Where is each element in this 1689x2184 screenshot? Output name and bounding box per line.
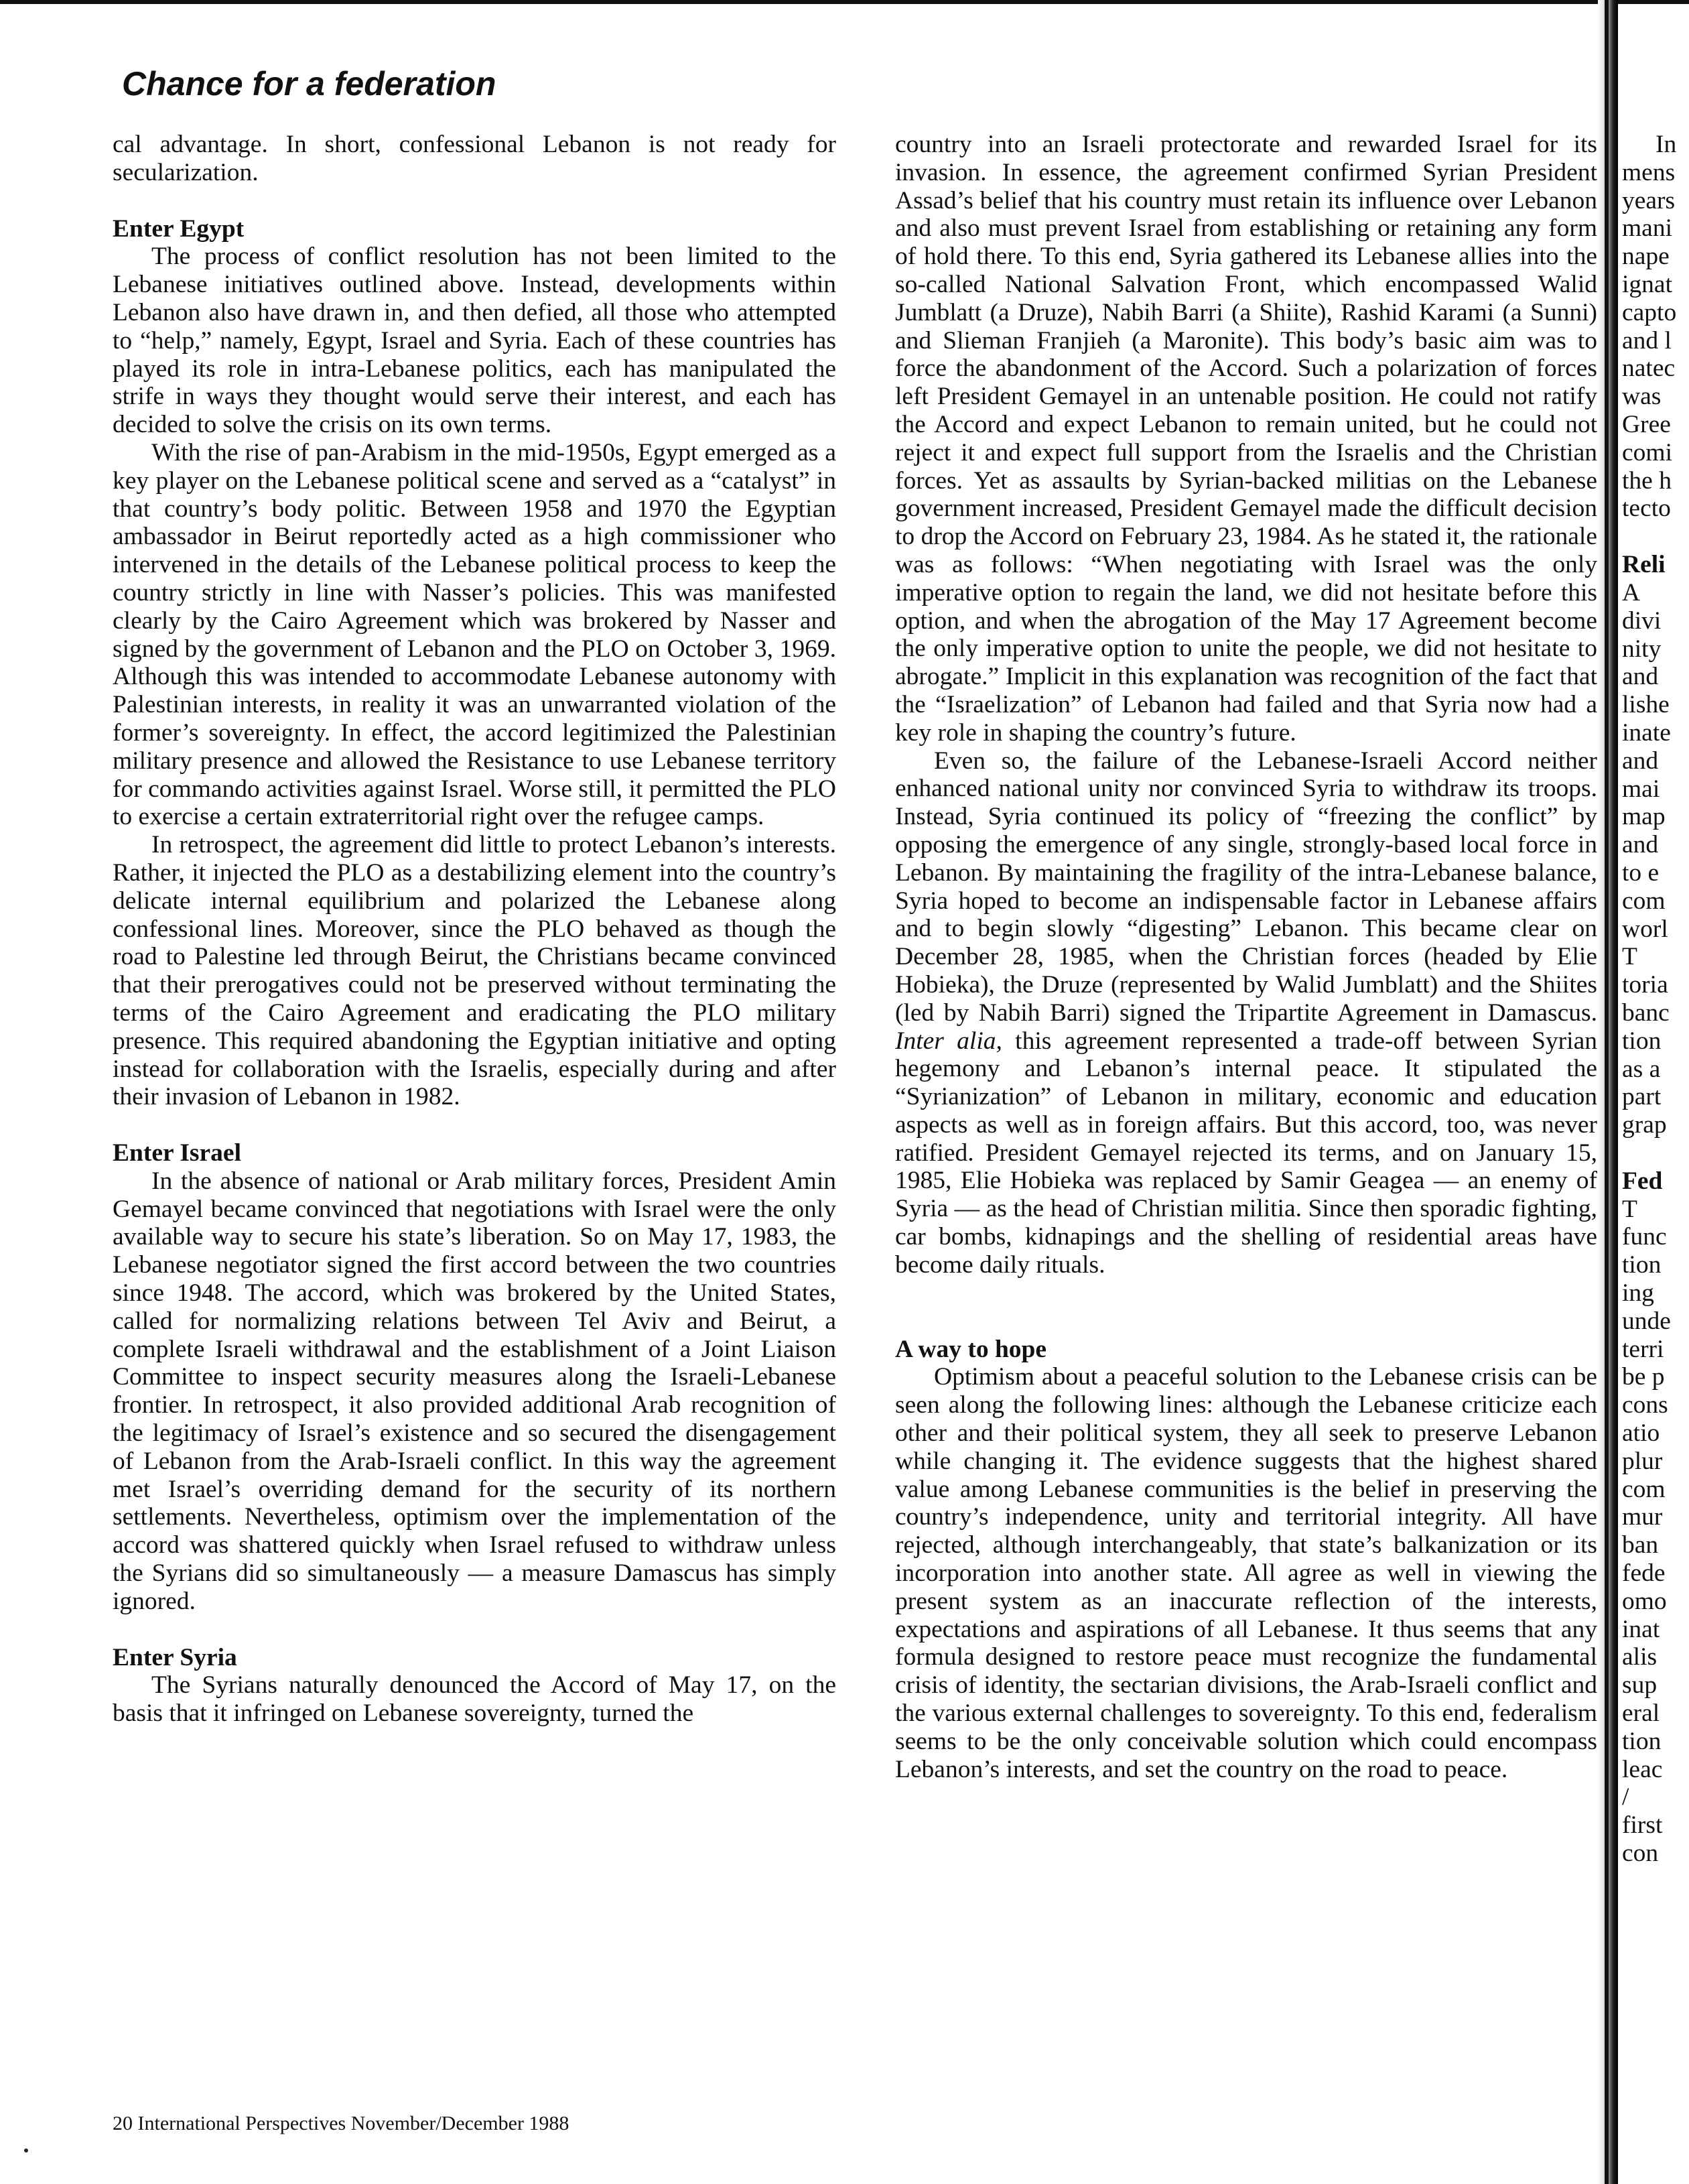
paragraph-text: Even so, the failure of the Lebanese-Israeli Accord neither enhanced national unity nor convinced Syria to withdraw its troops. Instead, Syria continued its policy of “freezing the conflict” by opposing the emergence of any single, strongly-based local force in Lebanon. By maintaining the fragility of the intra-Lebanese balance, Syria hoped to become an indispensable factor in Lebanese affairs and to begin slowly “digesting” Lebanon. This became clear on December 28, 1985, when the Christian forces (headed by Elie Hobieka), the Druze (represented by Walid Jumblatt) and the Shiites (led by Nabih Barri) signed the Tripartite Agreement in Damascus. — [895, 747, 1597, 1027]
cropped-line-fragment: mai — [1622, 775, 1660, 803]
section-heading-enter-israel: Enter Israel — [113, 1139, 241, 1167]
cropped-line-fragment: T — [1622, 943, 1637, 971]
cropped-line-fragment: ban — [1622, 1531, 1659, 1559]
paragraph: The Syrians naturally denounced the Accord of May 17, on the basis that it infringed on Lebanese sovereignty, turned the — [113, 1671, 836, 1728]
cropped-line-fragment: divi — [1622, 606, 1662, 635]
cropped-line-fragment: In — [1656, 131, 1677, 158]
cropped-line-fragment: was — [1622, 383, 1662, 411]
section-heading-enter-egypt: Enter Egypt — [113, 214, 245, 243]
cropped-line-fragment: mur — [1622, 1503, 1663, 1531]
cropped-line-fragment: tion — [1622, 1727, 1662, 1755]
article-column-1 — [113, 131, 836, 1728]
cropped-line-fragment: T — [1622, 1195, 1637, 1223]
cropped-line-fragment: cons — [1622, 1391, 1668, 1419]
italic-phrase: Inter alia, — [895, 1027, 1002, 1055]
cropped-line-fragment: grap — [1622, 1111, 1667, 1139]
cropped-line-fragment: alis — [1622, 1643, 1658, 1671]
paragraph: country into an Israeli protectorate and rewarded Israel for its invasion. In essence, the agreement confirmed Syrian President Assad’s belief that his country must retain its influence over Lebanon and also must prevent Israel from establishing or retaining any form of hold there. To this end, Syria gathered its Lebanese allies into the so-called National Salvation Front, which encompassed Walid Jumblatt (a Druze), Nabih Barri (a Shiite), Rashid Karami (a Sunni) and Slieman Franjieh (a Maronite). This body’s basic aim was to force the abandonment of the Accord. Such a polarization of forces left President Gemayel in an untenable position. He could not ratify the Accord and expect Lebanon to remain united, but he could not reject it and expect full support from the Israelis and the Christian forces. Yet as assaults by Syrian-backed militias on the Lebanese government increased, President Gemayel made the difficult decision to drop the Accord on February 23, 1984. As he stated it, the rationale was as follows: “When negotiating with Israel was the only imperative option to regain the land, we did not hesitate before this option, and when the abrogation of the May 17 Agreement become the only imperative option to unite the people, we did not hesitate to abrogate.” Implicit in this explanation was recognition of the fact that the “Israelization” of Lebanon had failed and that Syria now had a key role in shaping the country’s future. — [895, 131, 1597, 747]
page-footer: 20 International Perspectives November/December 1988 — [113, 2112, 569, 2134]
section-heading-a-way-to-hope: A way to hope — [895, 1335, 1047, 1363]
cropped-line-fragment: first — [1622, 1811, 1663, 1840]
cropped-line-fragment: ing — [1622, 1279, 1654, 1307]
cropped-line-fragment: leac — [1622, 1755, 1663, 1783]
cropped-line-fragment: years — [1622, 186, 1676, 214]
cropped-line-fragment: / — [1622, 1783, 1629, 1811]
cropped-line-fragment: inat — [1622, 1615, 1660, 1643]
cropped-line-fragment: Gree — [1622, 410, 1671, 438]
cropped-line-fragment: mani — [1622, 214, 1672, 243]
cropped-line-fragment: omo — [1622, 1587, 1667, 1615]
cropped-line-fragment: the h — [1622, 466, 1672, 495]
cropped-line-fragment: tecto — [1622, 495, 1671, 523]
cropped-line-fragment: com — [1622, 887, 1666, 915]
paragraph: Optimism about a peaceful solution to the Lebanese crisis can be seen along the following lines: although the Lebanese criticize each other and their political system, they all seek to preserve Lebanon while changing it. The evidence suggests that the highest shared value among Lebanese communities is the belief in preserving the country’s independence, unity and territorial integrity. All have rejected, although interchangeably, that state’s balkanization or its incorporation into another state. All agree as well in viewing the present system as an inaccurate reflection of the interests, expectations and aspirations of all Lebanese. It thus seems that any formula designed to restore peace must recognize the fundamental crisis of identity, the sectarian divisions, the Arab-Israeli conflict and the various external challenges to sovereignty. To this end, federalism seems to be the only conceivable solution which could encompass Lebanon’s interests, and set the country on the road to peace. — [895, 1363, 1597, 1783]
cropped-line-fragment: map — [1622, 803, 1666, 831]
cropped-line-fragment: mens — [1622, 158, 1676, 186]
cropped-heading-fragment: Fed — [1622, 1167, 1663, 1195]
cropped-line-fragment: sup — [1622, 1671, 1658, 1699]
cropped-line-fragment: worl — [1622, 915, 1668, 943]
section-heading-enter-syria: Enter Syria — [113, 1643, 237, 1671]
cropped-line-fragment: fede — [1622, 1559, 1666, 1588]
running-head: Chance for a federation — [122, 65, 496, 103]
scan-speck — [24, 2148, 28, 2153]
top-rule — [0, 0, 1689, 4]
cropped-line-fragment: A — [1622, 578, 1641, 606]
cropped-line-fragment: and — [1622, 831, 1659, 859]
cropped-line-fragment: unde — [1622, 1307, 1671, 1335]
cropped-line-fragment: to e — [1622, 858, 1660, 887]
cropped-line-fragment: and l — [1622, 326, 1672, 355]
cropped-line-fragment: eral — [1622, 1699, 1660, 1728]
paragraph: The process of conflict resolution has not been limited to the Lebanese initiatives outlined above. Instead, developments within Lebanon also have drawn in, and then defied, all those who attempted to “help,” namely, Egypt, Israel and Syria. Each of these countries has played its role in intra-Lebanese politics, each has manipulated the strife in ways they thought would serve their interest, and each has decided to solve the crisis on its own terms. — [113, 243, 836, 439]
cropped-line-fragment: part — [1622, 1083, 1662, 1111]
cropped-line-fragment: ignat — [1622, 270, 1672, 298]
paragraph-text: this agreement represented a trade-off between Syrian hegemony and Lebanon’s internal peace. It stipulated the “Syrianization” of Lebanon in military, economic and education aspects as well as in foreign affairs. But this accord, too, was never ratified. President Gemayel rejected its terms, and on January 15, 1985, Elie Hobieka was replaced by Samir Geagea — an enemy of Syria — as the head of Christian militia. Since then sporadic fighting, car bombs, kidnapings and the shelling of residential areas have become daily rituals. — [895, 1027, 1597, 1279]
cropped-heading-fragment: Reli — [1622, 551, 1666, 579]
page-fold-line — [1605, 0, 1609, 2184]
cropped-line-fragment: tion — [1622, 1251, 1662, 1279]
cropped-line-fragment: as a — [1622, 1055, 1661, 1083]
cropped-line-fragment: be p — [1622, 1363, 1665, 1391]
paragraph: cal advantage. In short, confessional Lebanon is not ready for secularization. — [113, 131, 836, 186]
paragraph: In the absence of national or Arab military forces, President Amin Gemayel became convinced that negotiations with Israel were the only available way to secure his state’s liberation. So on May 17, 1983, the Lebanese negotiator signed the first accord between the two countries since 1948. The accord, which was brokered by the United States, called for normalizing relations between Tel Aviv and Beirut, a complete Israeli withdrawal and the establishment of a Joint Liaison Committee to inspect security measures along the Israeli-Lebanese frontier. In retrospect, it also provided additional Arab recognition of the legitimacy of Israel’s existence and so secured the disengagement of Lebanon from the Arab-Israeli conflict. In this way the agreement met Israel’s overriding demand for the security of its northern settlements. Nevertheless, optimism over the implementation of the accord was shattered quickly when Israel refused to withdraw unless the Syrians did so simultaneously — a measure Damascus has simply ignored. — [113, 1167, 836, 1615]
paragraph: With the rise of pan-Arabism in the mid-1950s, Egypt emerged as a key player on the Lebanese political scene and served as a “catalyst” in that country’s body politic. Between 1958 and 1970 the Egyptian ambassador in Beirut reportedly acted as a high commissioner who intervened in the details of the Lebanese political process to keep the country strictly in line with Nasser’s policies. This was manifested clearly by the Cairo Agreement which was brokered by Nasser and signed by the government of Lebanon and the PLO on October 3, 1969. Although this was intended to accommodate Lebanese autonomy with Palestinian interests, in reality it was an unwarranted violation of the former’s sovereignty. In effect, the accord legitimized the Palestinian military presence and allowed the Resistance to use Lebanese territory for commando activities against Israel. Worse still, it permitted the PLO to exercise a certain extraterritorial right over the refugee camps. — [113, 438, 836, 831]
cropped-line-fragment: lishe — [1622, 691, 1670, 719]
paragraph — [895, 747, 1597, 1279]
cropped-line-fragment: nape — [1622, 243, 1670, 271]
paragraph: In retrospect, the agreement did little to protect Lebanon’s interests. Rather, it injected the PLO as a destabilizing element into the country’s delicate internal equilibrium and polarized the Lebanese along confessional lines. Moreover, since the PLO behaved as though the road to Palestine led through Beirut, the Christians became convinced that their prerogatives could not be preserved without terminating the terms of the Cairo Agreement and eradicating the PLO military presence. This required abandoning the Egyptian initiative and opting instead for collaboration with the Israelis, especially during and after their invasion of Lebanon in 1982. — [113, 831, 836, 1111]
cropped-line-fragment: banc — [1622, 999, 1670, 1027]
cropped-line-fragment: func — [1622, 1223, 1667, 1251]
cropped-line-fragment: plur — [1622, 1447, 1663, 1475]
cropped-line-fragment: terri — [1622, 1335, 1664, 1363]
cropped-line-fragment: con — [1622, 1840, 1659, 1868]
cropped-line-fragment: tion — [1622, 1027, 1662, 1055]
cropped-line-fragment: toria — [1622, 971, 1668, 999]
article-column-3-cropped — [1622, 131, 1689, 1868]
cropped-line-fragment: capto — [1622, 298, 1677, 326]
cropped-line-fragment: atio — [1622, 1419, 1660, 1448]
cropped-line-fragment: inate — [1622, 718, 1671, 747]
cropped-line-fragment: and — [1622, 747, 1659, 775]
cropped-line-fragment: nity — [1622, 635, 1662, 663]
cropped-line-fragment: natec — [1622, 355, 1676, 383]
cropped-line-fragment: com — [1622, 1475, 1666, 1503]
cropped-line-fragment: and — [1622, 663, 1659, 691]
cropped-line-fragment: comi — [1622, 438, 1672, 466]
article-column-2 — [895, 131, 1597, 1783]
